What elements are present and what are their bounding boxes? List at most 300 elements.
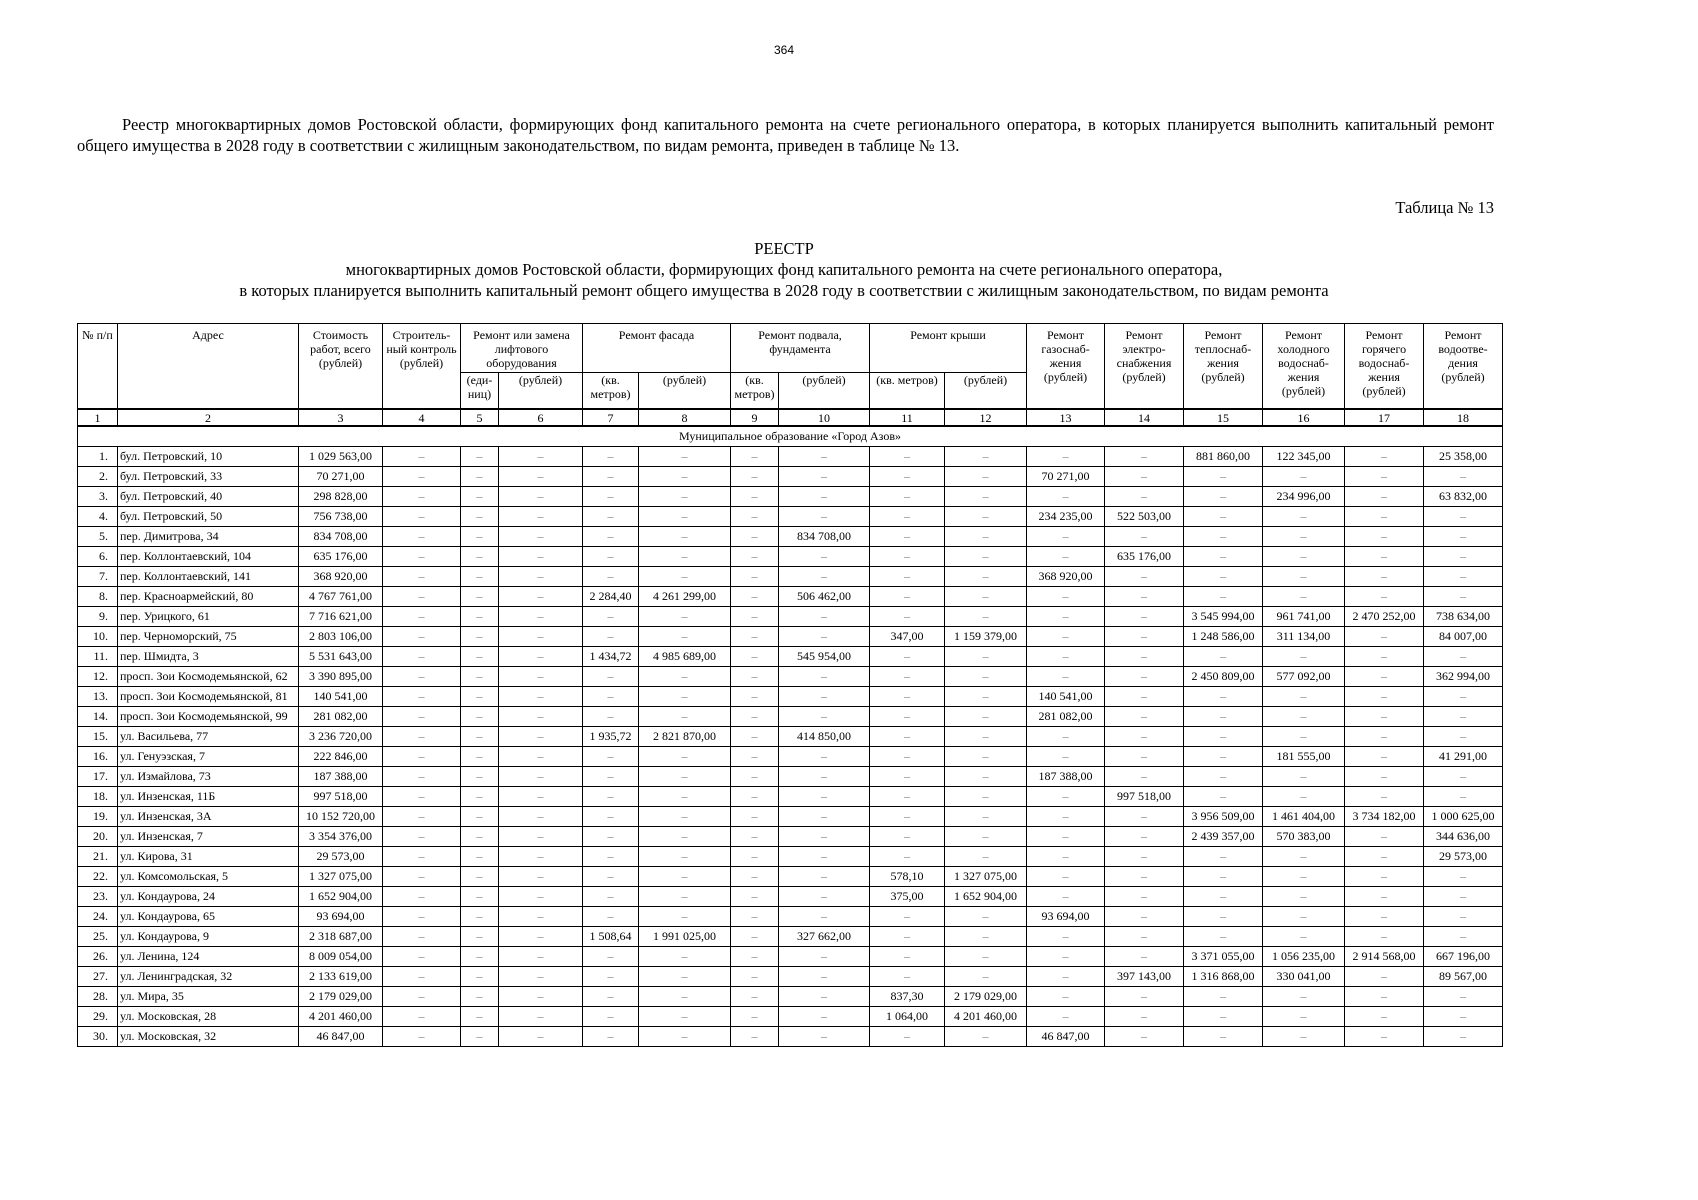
table-cell: – bbox=[1184, 487, 1263, 507]
col-header-gas: Ремонт газоснаб-жения (рублей) bbox=[1027, 324, 1105, 410]
column-number: 3 bbox=[299, 409, 383, 426]
row-number: 19. bbox=[78, 807, 118, 827]
table-cell: – bbox=[461, 807, 499, 827]
table-cell: – bbox=[461, 667, 499, 687]
table-cell: – bbox=[583, 967, 639, 987]
table-cell: – bbox=[639, 567, 731, 587]
table-cell: – bbox=[1345, 587, 1424, 607]
table-cell: – bbox=[779, 567, 870, 587]
table-body bbox=[78, 426, 1503, 1047]
table-cell: – bbox=[499, 707, 583, 727]
row-number: 20. bbox=[78, 827, 118, 847]
table-cell: – bbox=[1424, 1027, 1503, 1047]
table-cell: – bbox=[731, 1027, 779, 1047]
table-cell: – bbox=[945, 507, 1027, 527]
table-cell: – bbox=[461, 567, 499, 587]
table-row bbox=[78, 507, 1503, 527]
table-cell: – bbox=[1424, 647, 1503, 667]
table-cell: – bbox=[383, 967, 461, 987]
table-cell: – bbox=[731, 867, 779, 887]
table-cell: – bbox=[870, 587, 945, 607]
table-cell: – bbox=[1027, 747, 1105, 767]
table-cell: – bbox=[731, 587, 779, 607]
row-number: 27. bbox=[78, 967, 118, 987]
table-cell: – bbox=[945, 967, 1027, 987]
row-number: 2. bbox=[78, 467, 118, 487]
table-cell: 5 531 643,00 bbox=[299, 647, 383, 667]
row-address: бул. Петровский, 50 bbox=[118, 507, 299, 527]
table-cell: – bbox=[945, 707, 1027, 727]
table-cell: – bbox=[1424, 1007, 1503, 1027]
table-cell: – bbox=[1263, 707, 1345, 727]
table-cell: – bbox=[870, 687, 945, 707]
table-cell: 834 708,00 bbox=[299, 527, 383, 547]
table-cell: – bbox=[1105, 607, 1184, 627]
table-cell: 2 914 568,00 bbox=[1345, 947, 1424, 967]
registry-title bbox=[0, 238, 1568, 301]
table-cell: – bbox=[779, 507, 870, 527]
table-cell: – bbox=[1263, 927, 1345, 947]
table-cell: – bbox=[731, 827, 779, 847]
table-cell: – bbox=[1027, 887, 1105, 907]
table-cell: – bbox=[499, 727, 583, 747]
table-cell: 4 201 460,00 bbox=[299, 1007, 383, 1027]
table-cell: 7 716 621,00 bbox=[299, 607, 383, 627]
table-cell: 63 832,00 bbox=[1424, 487, 1503, 507]
table-cell: – bbox=[870, 827, 945, 847]
table-cell: – bbox=[1424, 787, 1503, 807]
col-header-num: № п/п bbox=[78, 324, 118, 410]
row-number: 25. bbox=[78, 927, 118, 947]
table-cell: – bbox=[639, 467, 731, 487]
table-cell: – bbox=[639, 547, 731, 567]
row-number: 23. bbox=[78, 887, 118, 907]
table-cell: 368 920,00 bbox=[299, 567, 383, 587]
table-cell: – bbox=[383, 1027, 461, 1047]
table-cell: – bbox=[499, 767, 583, 787]
table-cell: – bbox=[779, 1027, 870, 1047]
table-cell: – bbox=[383, 987, 461, 1007]
table-cell: 545 954,00 bbox=[779, 647, 870, 667]
table-cell: – bbox=[1027, 727, 1105, 747]
table-cell: – bbox=[779, 987, 870, 1007]
table-cell: 84 007,00 bbox=[1424, 627, 1503, 647]
table-cell: 2 470 252,00 bbox=[1345, 607, 1424, 627]
table-cell: 1 434,72 bbox=[583, 647, 639, 667]
table-cell: – bbox=[583, 747, 639, 767]
table-cell: – bbox=[1345, 467, 1424, 487]
table-cell: – bbox=[779, 627, 870, 647]
table-cell: – bbox=[1105, 887, 1184, 907]
group-label: Муниципальное образование «Город Азов» bbox=[78, 426, 1503, 447]
table-cell: – bbox=[383, 947, 461, 967]
table-cell: – bbox=[383, 847, 461, 867]
table-cell: – bbox=[870, 667, 945, 687]
table-cell: 140 541,00 bbox=[299, 687, 383, 707]
table-row bbox=[78, 567, 1503, 587]
table-cell: 1 327 075,00 bbox=[945, 867, 1027, 887]
table-cell: 3 734 182,00 bbox=[1345, 807, 1424, 827]
column-number: 11 bbox=[870, 409, 945, 426]
column-number: 15 bbox=[1184, 409, 1263, 426]
table-cell: – bbox=[461, 787, 499, 807]
row-number: 14. bbox=[78, 707, 118, 727]
table-cell: – bbox=[1263, 847, 1345, 867]
table-cell: – bbox=[1027, 487, 1105, 507]
row-address: ул. Васильева, 77 bbox=[118, 727, 299, 747]
table-cell: – bbox=[583, 987, 639, 1007]
table-cell: – bbox=[639, 847, 731, 867]
table-cell: – bbox=[1027, 587, 1105, 607]
registry-table bbox=[77, 323, 1503, 1047]
row-address: пер. Коллонтаевский, 104 bbox=[118, 547, 299, 567]
table-cell: – bbox=[870, 1027, 945, 1047]
column-number: 8 bbox=[639, 409, 731, 426]
table-cell: 234 996,00 bbox=[1263, 487, 1345, 507]
row-address: бул. Петровский, 10 bbox=[118, 447, 299, 467]
table-cell: – bbox=[583, 467, 639, 487]
table-row bbox=[78, 967, 1503, 987]
table-row bbox=[78, 447, 1503, 467]
col-header-roof-rub: (рублей) bbox=[945, 373, 1027, 410]
column-number: 1 bbox=[78, 409, 118, 426]
table-cell: – bbox=[1184, 1007, 1263, 1027]
table-cell: – bbox=[639, 1027, 731, 1047]
table-cell: 961 741,00 bbox=[1263, 607, 1345, 627]
table-row bbox=[78, 867, 1503, 887]
table-cell: – bbox=[779, 767, 870, 787]
row-number: 15. bbox=[78, 727, 118, 747]
table-cell: 8 009 054,00 bbox=[299, 947, 383, 967]
table-cell: – bbox=[945, 647, 1027, 667]
table-cell: – bbox=[461, 647, 499, 667]
table-cell: – bbox=[1105, 847, 1184, 867]
table-cell: – bbox=[1027, 527, 1105, 547]
table-cell: 1 248 586,00 bbox=[1184, 627, 1263, 647]
column-number: 9 bbox=[731, 409, 779, 426]
row-number: 18. bbox=[78, 787, 118, 807]
table-cell: – bbox=[499, 487, 583, 507]
table-cell: – bbox=[945, 467, 1027, 487]
table-cell: – bbox=[1027, 927, 1105, 947]
table-cell: – bbox=[1345, 727, 1424, 747]
table-cell: – bbox=[1027, 627, 1105, 647]
table-cell: – bbox=[1263, 547, 1345, 567]
table-cell: – bbox=[461, 867, 499, 887]
table-cell: – bbox=[1184, 707, 1263, 727]
table-cell: – bbox=[1424, 527, 1503, 547]
row-address: пер. Шмидта, 3 bbox=[118, 647, 299, 667]
table-cell: – bbox=[461, 1027, 499, 1047]
table-cell: – bbox=[1263, 727, 1345, 747]
table-cell: – bbox=[499, 927, 583, 947]
table-cell: 222 846,00 bbox=[299, 747, 383, 767]
table-cell: – bbox=[870, 927, 945, 947]
table-cell: – bbox=[945, 667, 1027, 687]
row-address: ул. Московская, 32 bbox=[118, 1027, 299, 1047]
table-cell: – bbox=[499, 607, 583, 627]
table-cell: – bbox=[1345, 787, 1424, 807]
table-cell: 70 271,00 bbox=[299, 467, 383, 487]
table-cell: 4 985 689,00 bbox=[639, 647, 731, 667]
table-row bbox=[78, 1027, 1503, 1047]
table-cell: – bbox=[1345, 487, 1424, 507]
table-cell: 635 176,00 bbox=[299, 547, 383, 567]
table-cell: – bbox=[1105, 947, 1184, 967]
table-cell: – bbox=[1105, 467, 1184, 487]
table-cell: – bbox=[1027, 967, 1105, 987]
table-cell: – bbox=[731, 607, 779, 627]
table-cell: 25 358,00 bbox=[1424, 447, 1503, 467]
table-cell: – bbox=[1184, 467, 1263, 487]
col-header-roof-m: (кв. метров) bbox=[870, 373, 945, 410]
column-number: 4 bbox=[383, 409, 461, 426]
table-cell: – bbox=[639, 527, 731, 547]
table-cell: – bbox=[499, 987, 583, 1007]
col-header-cost: Стоимость работ, всего (рублей) bbox=[299, 324, 383, 410]
table-cell: – bbox=[1105, 767, 1184, 787]
table-cell: 368 920,00 bbox=[1027, 567, 1105, 587]
table-cell: – bbox=[461, 487, 499, 507]
table-cell: – bbox=[870, 847, 945, 867]
table-cell: – bbox=[731, 647, 779, 667]
table-cell: – bbox=[870, 527, 945, 547]
table-cell: – bbox=[1345, 667, 1424, 687]
table-cell: – bbox=[583, 847, 639, 867]
table-cell: – bbox=[731, 967, 779, 987]
table-cell: – bbox=[779, 947, 870, 967]
table-cell: – bbox=[1105, 747, 1184, 767]
table-cell: – bbox=[639, 707, 731, 727]
col-header-control: Строитель-ный контроль (рублей) bbox=[383, 324, 461, 410]
table-cell: 93 694,00 bbox=[1027, 907, 1105, 927]
table-cell: – bbox=[731, 987, 779, 1007]
table-cell: – bbox=[945, 1027, 1027, 1047]
table-cell: – bbox=[945, 567, 1027, 587]
table-cell: 997 518,00 bbox=[1105, 787, 1184, 807]
table-cell: – bbox=[779, 967, 870, 987]
row-number: 29. bbox=[78, 1007, 118, 1027]
table-cell: – bbox=[1105, 1007, 1184, 1027]
table-cell: 1 064,00 bbox=[870, 1007, 945, 1027]
table-cell: – bbox=[639, 827, 731, 847]
table-cell: – bbox=[1424, 867, 1503, 887]
row-address: просп. Зои Космодемьянской, 99 bbox=[118, 707, 299, 727]
table-cell: – bbox=[461, 727, 499, 747]
table-cell: – bbox=[499, 687, 583, 707]
table-cell: – bbox=[1263, 587, 1345, 607]
table-cell: 3 956 509,00 bbox=[1184, 807, 1263, 827]
table-cell: – bbox=[1184, 927, 1263, 947]
table-cell: – bbox=[1424, 587, 1503, 607]
table-cell: – bbox=[639, 907, 731, 927]
column-number-row bbox=[78, 409, 1503, 426]
table-cell: – bbox=[779, 607, 870, 627]
table-row bbox=[78, 787, 1503, 807]
table-cell: – bbox=[461, 447, 499, 467]
row-address: ул. Московская, 28 bbox=[118, 1007, 299, 1027]
table-cell: – bbox=[1184, 847, 1263, 867]
table-cell: – bbox=[779, 887, 870, 907]
table-cell: – bbox=[1345, 447, 1424, 467]
table-cell: – bbox=[731, 527, 779, 547]
table-row bbox=[78, 527, 1503, 547]
table-cell: – bbox=[583, 527, 639, 547]
table-cell: – bbox=[1424, 927, 1503, 947]
table-cell: 2 450 809,00 bbox=[1184, 667, 1263, 687]
table-cell: – bbox=[383, 547, 461, 567]
table-cell: – bbox=[639, 887, 731, 907]
table-row bbox=[78, 587, 1503, 607]
table-cell: – bbox=[1184, 887, 1263, 907]
table-cell: – bbox=[1184, 527, 1263, 547]
col-header-lift: Ремонт или замена лифтового оборудования bbox=[461, 324, 583, 373]
column-number: 2 bbox=[118, 409, 299, 426]
table-cell: 1 652 904,00 bbox=[299, 887, 383, 907]
table-cell: – bbox=[731, 567, 779, 587]
table-cell: – bbox=[383, 907, 461, 927]
table-cell: – bbox=[1184, 867, 1263, 887]
row-number: 9. bbox=[78, 607, 118, 627]
table-cell: 1 159 379,00 bbox=[945, 627, 1027, 647]
table-cell: – bbox=[583, 667, 639, 687]
table-cell: – bbox=[945, 447, 1027, 467]
table-cell: – bbox=[779, 847, 870, 867]
row-number: 5. bbox=[78, 527, 118, 547]
row-number: 16. bbox=[78, 747, 118, 767]
table-cell: – bbox=[945, 787, 1027, 807]
table-cell: – bbox=[1105, 907, 1184, 927]
table-cell: – bbox=[1027, 787, 1105, 807]
table-cell: – bbox=[499, 567, 583, 587]
table-cell: – bbox=[461, 687, 499, 707]
table-cell: – bbox=[1105, 867, 1184, 887]
table-cell: – bbox=[383, 567, 461, 587]
table-cell: – bbox=[731, 507, 779, 527]
table-cell: – bbox=[1105, 927, 1184, 947]
table-cell: – bbox=[1345, 567, 1424, 587]
table-cell: – bbox=[870, 547, 945, 567]
table-cell: – bbox=[870, 487, 945, 507]
table-cell: 2 803 106,00 bbox=[299, 627, 383, 647]
table-cell: – bbox=[731, 707, 779, 727]
table-cell: – bbox=[639, 967, 731, 987]
table-row bbox=[78, 547, 1503, 567]
col-header-facade-m: (кв. метров) bbox=[583, 373, 639, 410]
table-cell: – bbox=[1424, 707, 1503, 727]
column-number: 14 bbox=[1105, 409, 1184, 426]
table-cell: – bbox=[461, 1007, 499, 1027]
table-cell: – bbox=[870, 467, 945, 487]
table-cell: – bbox=[583, 767, 639, 787]
table-cell: – bbox=[639, 687, 731, 707]
table-cell: – bbox=[499, 787, 583, 807]
table-cell: – bbox=[1105, 687, 1184, 707]
table-cell: – bbox=[499, 527, 583, 547]
table-cell: – bbox=[1184, 547, 1263, 567]
table-cell: – bbox=[870, 787, 945, 807]
table-cell: – bbox=[1184, 907, 1263, 927]
table-cell: – bbox=[639, 1007, 731, 1027]
table-cell: – bbox=[1105, 527, 1184, 547]
table-cell: – bbox=[1424, 547, 1503, 567]
table-cell: 577 092,00 bbox=[1263, 667, 1345, 687]
col-header-facade: Ремонт фасада bbox=[583, 324, 731, 373]
table-cell: – bbox=[583, 687, 639, 707]
table-cell: – bbox=[583, 567, 639, 587]
table-cell: – bbox=[1345, 887, 1424, 907]
table-cell: – bbox=[945, 607, 1027, 627]
table-cell: 375,00 bbox=[870, 887, 945, 907]
table-cell: – bbox=[779, 787, 870, 807]
table-cell: 327 662,00 bbox=[779, 927, 870, 947]
table-cell: – bbox=[583, 887, 639, 907]
table-cell: – bbox=[1105, 707, 1184, 727]
table-cell: 70 271,00 bbox=[1027, 467, 1105, 487]
table-cell: 881 860,00 bbox=[1184, 447, 1263, 467]
table-cell: – bbox=[583, 907, 639, 927]
row-number: 26. bbox=[78, 947, 118, 967]
table-cell: 3 371 055,00 bbox=[1184, 947, 1263, 967]
row-number: 7. bbox=[78, 567, 118, 587]
table-cell: – bbox=[383, 507, 461, 527]
table-cell: – bbox=[1027, 807, 1105, 827]
table-cell: – bbox=[461, 947, 499, 967]
table-cell: 506 462,00 bbox=[779, 587, 870, 607]
table-cell: 578,10 bbox=[870, 867, 945, 887]
table-cell: – bbox=[779, 827, 870, 847]
table-cell: – bbox=[383, 887, 461, 907]
table-cell: – bbox=[870, 507, 945, 527]
table-cell: – bbox=[1027, 647, 1105, 667]
table-cell: – bbox=[1345, 967, 1424, 987]
table-cell: – bbox=[639, 767, 731, 787]
table-cell: – bbox=[583, 607, 639, 627]
table-cell: – bbox=[499, 867, 583, 887]
table-cell: 397 143,00 bbox=[1105, 967, 1184, 987]
table-cell: – bbox=[1105, 587, 1184, 607]
table-cell: 29 573,00 bbox=[299, 847, 383, 867]
table-cell: – bbox=[731, 627, 779, 647]
table-cell: – bbox=[1105, 627, 1184, 647]
table-cell: – bbox=[499, 747, 583, 767]
table-cell: – bbox=[461, 887, 499, 907]
col-header-hot: Ремонт горячего водоснаб-жения (рублей) bbox=[1345, 324, 1424, 410]
table-cell: – bbox=[945, 587, 1027, 607]
table-cell: – bbox=[383, 747, 461, 767]
table-cell: – bbox=[583, 547, 639, 567]
table-cell: 3 390 895,00 bbox=[299, 667, 383, 687]
table-cell: – bbox=[1105, 1027, 1184, 1047]
table-cell: – bbox=[1345, 627, 1424, 647]
table-cell: – bbox=[639, 787, 731, 807]
table-cell: 4 261 299,00 bbox=[639, 587, 731, 607]
table-cell: 1 056 235,00 bbox=[1263, 947, 1345, 967]
table-cell: 2 179 029,00 bbox=[299, 987, 383, 1007]
column-number: 17 bbox=[1345, 409, 1424, 426]
table-cell: – bbox=[461, 967, 499, 987]
row-number: 28. bbox=[78, 987, 118, 1007]
col-header-basement-m: (кв. метров) bbox=[731, 373, 779, 410]
table-cell: – bbox=[1263, 767, 1345, 787]
table-cell: – bbox=[461, 707, 499, 727]
table-cell: – bbox=[499, 667, 583, 687]
table-cell: – bbox=[1027, 827, 1105, 847]
table-cell: 187 388,00 bbox=[299, 767, 383, 787]
table-cell: – bbox=[1184, 587, 1263, 607]
table-cell: – bbox=[499, 887, 583, 907]
header-row-1 bbox=[78, 324, 1503, 373]
